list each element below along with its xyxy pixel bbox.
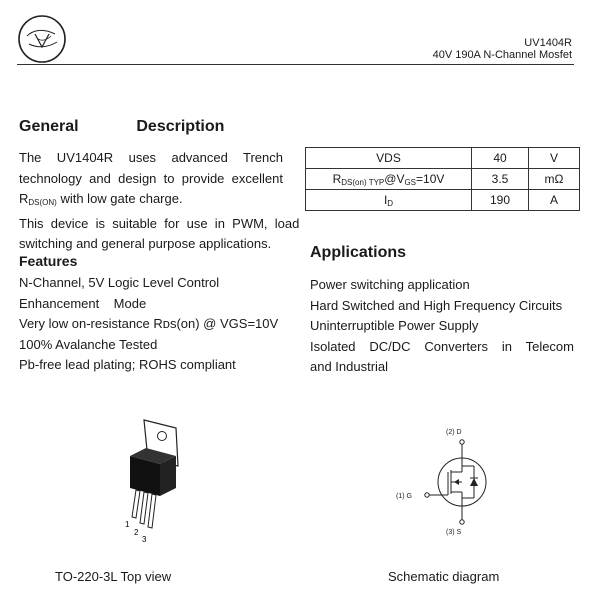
general-description-body bbox=[19, 148, 300, 255]
table-row bbox=[306, 190, 580, 211]
features-list bbox=[19, 273, 299, 376]
table-cell-unit: mΩ bbox=[529, 169, 580, 190]
feature-item: 100% Avalanche Tested bbox=[19, 336, 158, 352]
param-mid: @V bbox=[384, 171, 405, 186]
applications-title: Applications bbox=[310, 244, 407, 261]
pin-label: 1 bbox=[125, 520, 130, 529]
param-main: I bbox=[383, 192, 388, 207]
param-sub2: GS bbox=[404, 177, 417, 187]
application-item: Power switching application bbox=[310, 277, 470, 292]
table-cell-unit: A bbox=[529, 190, 580, 211]
application-item: Uninterruptible Power Supply bbox=[310, 318, 479, 334]
source-label: (3) S bbox=[446, 529, 462, 536]
header-divider bbox=[17, 64, 574, 65]
param-sub: D bbox=[387, 198, 394, 208]
table-cell-unit: V bbox=[529, 148, 580, 169]
table-cell-param bbox=[306, 169, 472, 190]
spec-table bbox=[305, 147, 580, 211]
table-row bbox=[306, 148, 580, 169]
general-line-4: This device is suitable for use in PWM, load bbox=[19, 215, 300, 231]
pin-label: 3 bbox=[142, 535, 147, 544]
package-caption: TO-220-3L Top view bbox=[55, 569, 172, 584]
rds-subscript: DS(ON) bbox=[28, 198, 57, 208]
general-description-title: General Description bbox=[19, 118, 225, 135]
application-item: Isolated DC/DC Converters in Telecom and Industrial bbox=[310, 338, 582, 375]
general-line-3 bbox=[19, 189, 283, 214]
table-cell-param bbox=[306, 190, 472, 211]
table-row bbox=[306, 169, 580, 190]
pin-label: 2 bbox=[134, 528, 139, 537]
gate-label: (1) G bbox=[396, 493, 412, 500]
general-line-5: switching and general purpose applications. bbox=[19, 236, 272, 252]
table-cell-param: VDS bbox=[306, 148, 472, 169]
param-tail: =10V bbox=[416, 171, 445, 186]
company-logo bbox=[17, 14, 67, 64]
to220-package-drawing bbox=[118, 414, 198, 548]
param-sub: DS(on) TYP bbox=[341, 177, 385, 187]
general-line-2: technology and design to provide excellent bbox=[19, 170, 283, 186]
header-part-number: UV1404R bbox=[524, 37, 572, 49]
mosfet-schematic bbox=[390, 422, 510, 540]
table-cell-value: 190 bbox=[472, 190, 529, 211]
general-line-1: The UV1404R uses advanced Trench bbox=[19, 150, 283, 165]
rds-symbol: R bbox=[19, 191, 29, 207]
feature-item: Enhancement Mode bbox=[19, 295, 147, 311]
drain-label: (2) D bbox=[446, 429, 462, 436]
feature-item: Pb-free lead plating; ROHS compliant bbox=[19, 357, 236, 373]
param-main: R bbox=[332, 171, 342, 186]
applications-list bbox=[310, 275, 582, 378]
features-title: Features bbox=[19, 253, 78, 269]
feature-item: N-Channel, 5V Logic Level Control bbox=[19, 275, 220, 290]
rds-suffix: with low gate charge. bbox=[56, 191, 183, 207]
feature-item: Very low on-resistance Rᴅs(on) @ VGS=10V bbox=[19, 316, 279, 332]
table-cell-value: 3.5 bbox=[472, 169, 529, 190]
application-item: Hard Switched and High Frequency Circuits bbox=[310, 297, 563, 313]
schematic-caption: Schematic diagram bbox=[388, 569, 500, 584]
table-cell-value: 40 bbox=[472, 148, 529, 169]
header-description: 40V 190A N-Channel Mosfet bbox=[432, 49, 572, 61]
